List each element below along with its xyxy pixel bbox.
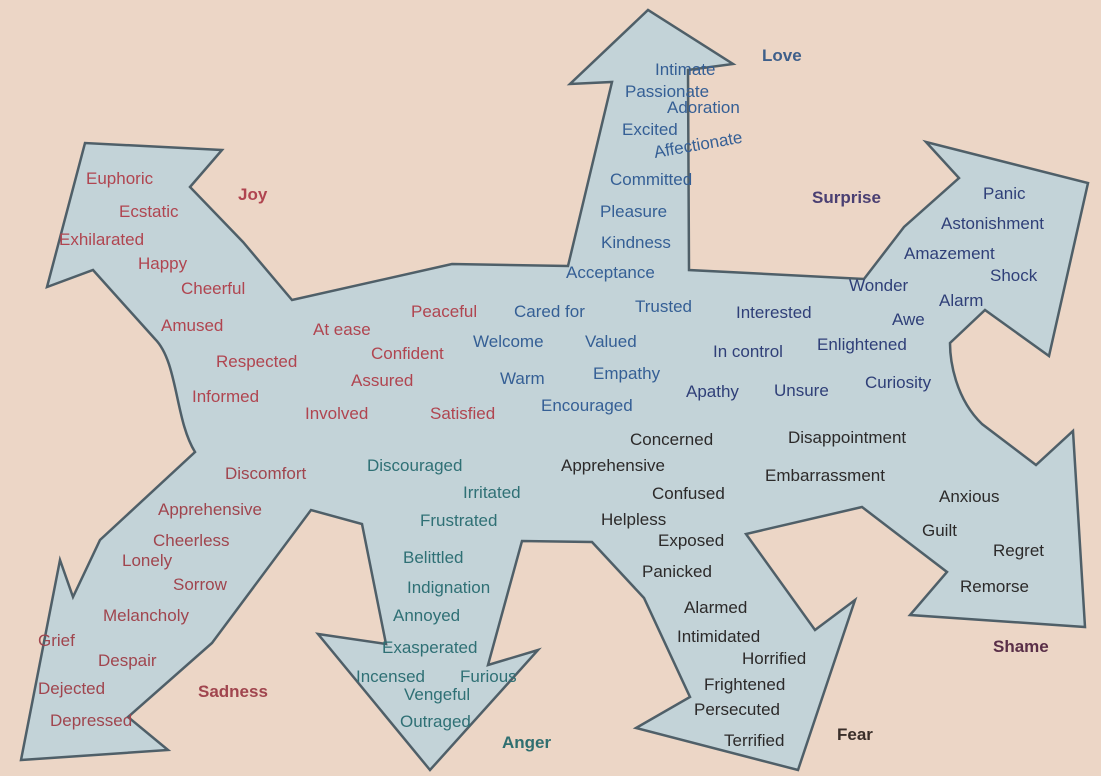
- word-informed: Informed: [192, 387, 260, 406]
- word-depressed: Depressed: [50, 711, 133, 730]
- word-guilt: Guilt: [922, 521, 957, 540]
- word-shock: Shock: [990, 266, 1038, 285]
- word-intimidated: Intimidated: [677, 627, 761, 646]
- word-committed: Committed: [610, 170, 693, 189]
- word-terrified: Terrified: [724, 731, 785, 750]
- word-vengeful: Vengeful: [404, 685, 471, 704]
- word-awe: Awe: [892, 310, 925, 329]
- arrow-label-fear: Fear: [837, 725, 873, 744]
- word-respected: Respected: [216, 352, 298, 371]
- word-satisfied: Satisfied: [430, 404, 496, 423]
- word-cared-for: Cared for: [514, 302, 585, 321]
- word-unsure: Unsure: [774, 381, 829, 400]
- word-welcome: Welcome: [473, 332, 544, 351]
- word-frightened: Frightened: [704, 675, 786, 694]
- word-frustrated: Frustrated: [420, 511, 498, 530]
- word-interested: Interested: [736, 303, 812, 322]
- word-apathy: Apathy: [686, 382, 739, 401]
- word-empathy: Empathy: [593, 364, 661, 383]
- word-lonely: Lonely: [122, 551, 173, 570]
- word-trusted: Trusted: [635, 297, 693, 316]
- word-discomfort: Discomfort: [225, 464, 307, 483]
- word-dejected: Dejected: [38, 679, 106, 698]
- word-outraged: Outraged: [400, 712, 471, 731]
- word-alarm: Alarm: [939, 291, 984, 310]
- word-valued: Valued: [585, 332, 637, 351]
- word-amazement: Amazement: [904, 244, 995, 263]
- word-euphoric: Euphoric: [86, 169, 154, 188]
- word-involved: Involved: [305, 404, 369, 423]
- word-despair: Despair: [98, 651, 157, 670]
- word-wonder: Wonder: [849, 276, 909, 295]
- word-excited: Excited: [622, 120, 678, 139]
- arrow-label-love: Love: [762, 46, 802, 65]
- word-pleasure: Pleasure: [600, 202, 668, 221]
- word-encouraged: Encouraged: [541, 396, 633, 415]
- word-incensed: Incensed: [356, 667, 425, 686]
- arrow-label-shame: Shame: [993, 637, 1049, 656]
- word-ecstatic: Ecstatic: [119, 202, 179, 221]
- word-apprehensive-fear: Apprehensive: [561, 456, 665, 475]
- word-cheerful: Cheerful: [181, 279, 246, 298]
- word-concerned: Concerned: [630, 430, 714, 449]
- word-affectionate: Affectionate: [652, 127, 744, 162]
- word-passionate: Passionate: [625, 82, 710, 101]
- word-disappointment: Disappointment: [788, 428, 907, 447]
- word-exhilarated: Exhilarated: [59, 230, 145, 249]
- arrow-label-sadness: Sadness: [198, 682, 268, 701]
- word-at-ease: At ease: [313, 320, 371, 339]
- word-peaceful: Peaceful: [411, 302, 478, 321]
- word-regret: Regret: [993, 541, 1045, 560]
- word-annoyed: Annoyed: [393, 606, 461, 625]
- word-remorse: Remorse: [960, 577, 1029, 596]
- word-exasperated: Exasperated: [382, 638, 478, 657]
- word-happy: Happy: [138, 254, 188, 273]
- arrow-label-surprise: Surprise: [812, 188, 881, 207]
- arrow-label-anger: Anger: [502, 733, 552, 752]
- word-intimate: Intimate: [655, 60, 716, 79]
- arrow-label-joy: Joy: [238, 185, 268, 204]
- word-melancholy: Melancholy: [103, 606, 189, 625]
- word-furious: Furious: [460, 667, 517, 686]
- word-cheerless: Cheerless: [153, 531, 230, 550]
- word-indignation: Indignation: [407, 578, 491, 597]
- word-confused: Confused: [652, 484, 725, 503]
- word-alarmed: Alarmed: [684, 598, 748, 617]
- word-panic: Panic: [983, 184, 1026, 203]
- word-belittled: Belittled: [403, 548, 464, 567]
- word-exposed: Exposed: [658, 531, 725, 550]
- word-warm: Warm: [500, 369, 545, 388]
- word-sorrow: Sorrow: [173, 575, 227, 594]
- word-in-control: In control: [713, 342, 783, 361]
- word-kindness: Kindness: [601, 233, 671, 252]
- word-curiosity: Curiosity: [865, 373, 932, 392]
- word-confident: Confident: [371, 344, 444, 363]
- word-astonishment: Astonishment: [941, 214, 1044, 233]
- word-adoration: Adoration: [667, 98, 740, 117]
- word-assured: Assured: [351, 371, 414, 390]
- word-irritated: Irritated: [463, 483, 521, 502]
- word-enlightened: Enlightened: [817, 335, 907, 354]
- word-amused: Amused: [161, 316, 224, 335]
- word-persecuted: Persecuted: [694, 700, 780, 719]
- word-discouraged: Discouraged: [367, 456, 463, 475]
- word-helpless: Helpless: [601, 510, 667, 529]
- word-anxious: Anxious: [939, 487, 1000, 506]
- word-embarrassment: Embarrassment: [765, 466, 885, 485]
- word-apprehensive-sad: Apprehensive: [158, 500, 262, 519]
- word-acceptance: Acceptance: [566, 263, 655, 282]
- word-panicked: Panicked: [642, 562, 712, 581]
- word-horrified: Horrified: [742, 649, 807, 668]
- word-grief: Grief: [38, 631, 75, 650]
